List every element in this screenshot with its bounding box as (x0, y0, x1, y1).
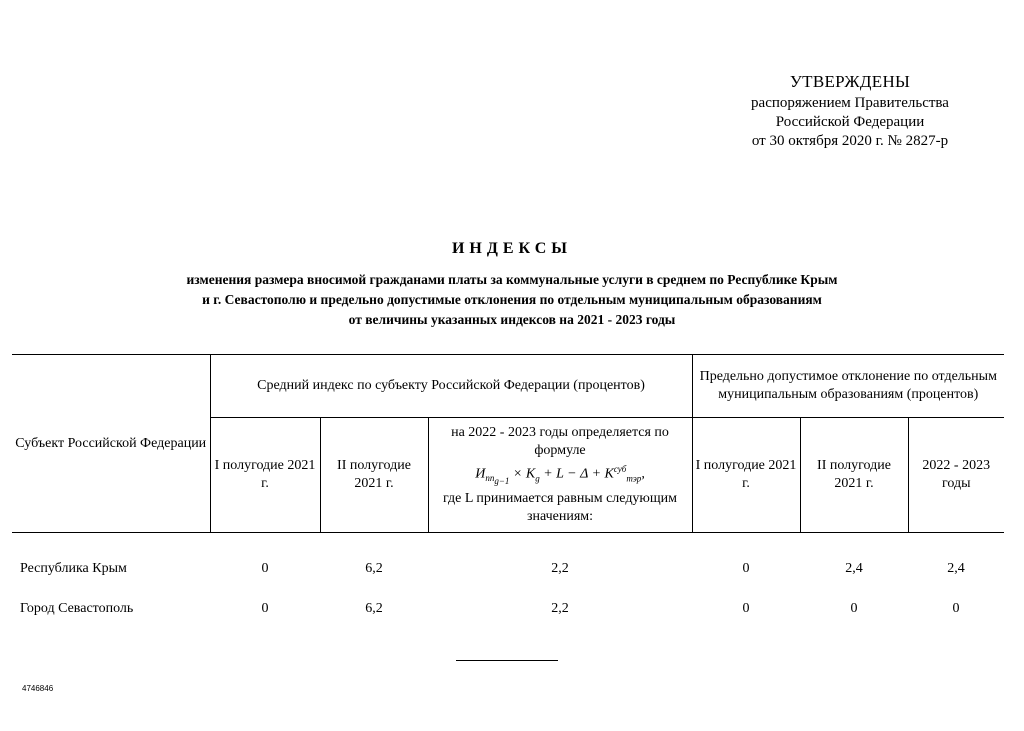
header-subject: Субъект Российской Федерации (12, 355, 210, 533)
document-title: ИНДЕКСЫ (451, 240, 573, 257)
formula-intro: на 2022 - 2023 годы определяется по формуле (451, 424, 669, 458)
row-avg-h1-2021: 0 (261, 561, 269, 576)
row-avg-2022-2023: 2,2 (551, 601, 569, 616)
header-dev-h2-2021: II полугодие 2021 г. (800, 418, 908, 533)
subtitle-line-2: и г. Севастополю и предельно допустимые отклонения по отдельным муниципальным образованиям (202, 292, 822, 307)
formula: $И_{пп_{g-1}} \times K_g + L - \Delta + K^{суб}_{тэр}$, (475, 463, 645, 487)
approval-block (700, 72, 1000, 151)
row-avg-h2-2021: 6,2 (365, 601, 383, 616)
formula-outro: где L принимается равным следующим значениям: (442, 491, 678, 525)
row-subject: Республика Крым (20, 561, 127, 576)
row-dev-2022-2023: 0 (952, 601, 960, 616)
header-dev-2022-2023: 2022 - 2023 годы (908, 418, 1004, 533)
header-avg-h1-2021: I полугодие 2021 г. (210, 418, 320, 533)
header-dev-h1-2021: I полугодие 2021 г. (692, 418, 800, 533)
row-avg-h2-2021: 6,2 (365, 561, 383, 576)
table-row (12, 549, 1004, 589)
header-average-index-group: Средний индекс по субъекту Российской Федерации (процентов) (210, 355, 692, 418)
approval-line-1: распоряжением Правительства (751, 95, 949, 111)
approval-heading: УТВЕРЖДЕНЫ (789, 72, 911, 91)
indices-table-header (12, 354, 1004, 533)
document-subtitle (60, 270, 964, 330)
approval-line-3: от 30 октября 2020 г. № 2827-р (751, 133, 949, 149)
row-subject: Город Севастополь (20, 601, 134, 616)
row-dev-h1-2021: 0 (742, 601, 750, 616)
header-deviation-group: Предельно допустимое отклонение по отдельным муниципальным образованиям (процентов) (692, 355, 1004, 418)
end-separator-line (456, 660, 558, 661)
header-avg-2022-2023 (428, 418, 692, 533)
header-avg-h2-2021: II полугодие 2021 г. (320, 418, 428, 533)
table-row (12, 589, 1004, 629)
indices-table-body (12, 549, 1004, 629)
row-dev-h2-2021: 0 (850, 601, 858, 616)
row-avg-2022-2023: 2,2 (551, 561, 569, 576)
row-avg-h1-2021: 0 (261, 601, 269, 616)
document-number: 4746846 (22, 684, 54, 693)
row-dev-h1-2021: 0 (742, 561, 750, 576)
subtitle-line-3: от величины указанных индексов на 2021 - 2023 годы (348, 312, 676, 327)
subtitle-line-1: изменения размера вносимой гражданами платы за коммунальные услуги в среднем по Республике Крым (186, 272, 838, 287)
approval-line-2: Российской Федерации (775, 114, 925, 130)
row-dev-2022-2023: 2,4 (947, 561, 965, 576)
row-dev-h2-2021: 2,4 (845, 561, 863, 576)
